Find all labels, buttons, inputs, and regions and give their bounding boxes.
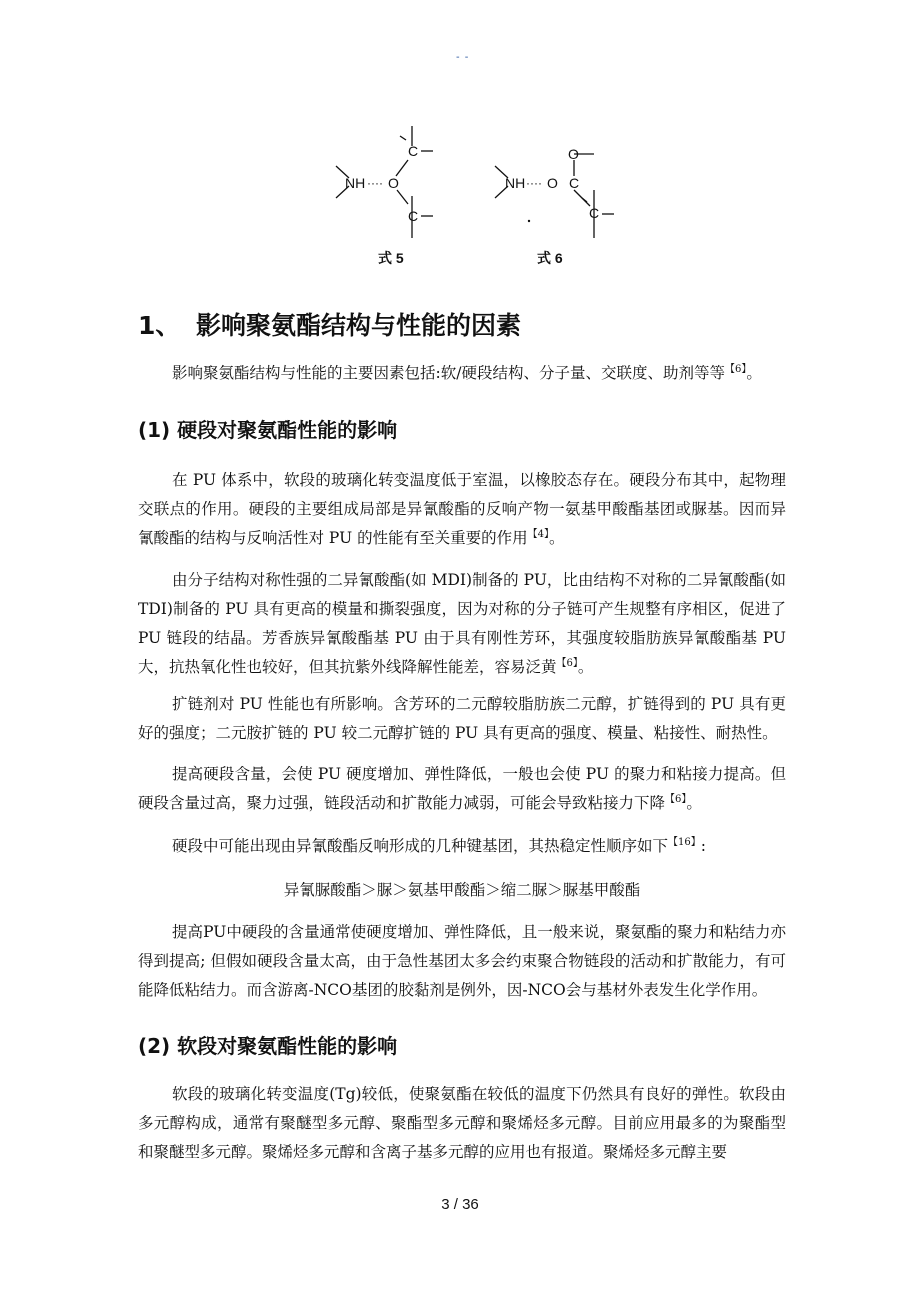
f6-caption: 式 6 [537,250,563,266]
citation: 【6】 [665,794,687,805]
f6-o-dot: O [547,175,558,191]
f5-o: O [388,175,399,191]
intro-paragraph: 影响聚氨酯结构与性能的主要因素包括:软/硬段结构、分子量、交联度、助剂等等$^{【6】}$。 [172,364,762,382]
f6-c-mid: C [569,175,580,191]
citation: 【6】 [724,364,747,375]
f5-nh: NH [345,175,366,191]
citation: 【16】 [668,837,701,848]
formula-6 [495,154,614,238]
subsection-heading-1: (1) 硬段对聚氨酯性能的影响 [138,418,398,442]
paragraph-1: 在 PU 体系中，软段的玻璃化转变温度低于室温，以橡胶态存在。硬段分布其中，起物理交联点的作用。硬段的主要组成局部是异氰酸酯的反响产物一氨基甲酸酯基团或脲基。因而异氰酸酯的结构与反响活性对 PU 的性能有至关重要的作用$^{【4】}$。 [138,471,786,547]
header-mark: - - [456,52,470,63]
f5-caption: 式 5 [378,250,404,266]
section-number: 1、 [138,311,181,340]
paragraph-6: 提高PU中硬段的含量通常使硬度增加、弹性降低，且一般来说，聚氨酯的聚力和粘结力亦得到提高; 但假如硬段含量太高，由于急性基团太多会约束聚合物链段的活动和扩散能力，有可能降低粘结力。而含游离-NCO基团的胶黏剂是例外，因-NCO会与基材外表发生化学作用。 [138,923,786,999]
f6-c-bottom: C [589,205,600,221]
paragraph-5: 硬段中可能出现由异氰酸酯反响形成的几种键基团，其热稳定性顺序如下$^{【16】}$: [172,837,706,855]
citation: 【4】 [527,529,549,540]
paragraph-2: 由分子结构对称性强的二异氰酸酯(如 MDI)制备的 PU，比由结构不对称的二异氰酸酯(如 TDI)制备的 PU 具有更高的模量和撕裂强度，因为对称的分子链可产生规整有序相区，促进了 PU 链段的结晶。芳香族异氰酸酯基 PU 由于具有刚性芳环，其强度较脂肪族异氰酸酯基 PU 大，抗热氧化性也较好，但其抗紫外线降解性能差，容易泛黄$^{【6】}$。 [138,571,786,676]
paragraph-3: 扩链剂对 PU 性能也有所影响。含芳环的二元醇较脂肪族二元醇，扩链得到的 PU 具有更好的强度；二元胺扩链的 PU 较二元醇扩链的 PU 具有更高的强度、模量、粘接性、耐热性。 [138,695,786,742]
section-title: 影响聚氨酯结构与性能的因素 [196,311,522,340]
paragraph-4: 提高硬段含量，会使 PU 硬度增加、弹性降低，一般也会使 PU 的聚力和粘接力提高。但硬段含量过高，聚力过强，链段活动和扩散能力减弱，可能会导致粘接力下降$^{【6】}$。 [138,765,786,812]
thermal-stability-order: 异氰脲酸酯＞脲＞氨基甲酸酯＞缩二脲＞脲基甲酸酯 [283,881,641,899]
paragraph-7: 软段的玻璃化转变温度(Tg)较低，使聚氨酯在较低的温度下仍然具有良好的弹性。软段由多元醇构成，通常有聚醚型多元醇、聚酯型多元醇和聚烯烃多元醇。目前应用最多的为聚酯型和聚醚型多元醇。聚烯烃多元醇和含离子基多元醇的应用也有报道。聚烯烃多元醇主要 [138,1085,786,1161]
f6-nh: NH [505,175,526,191]
f5-dots: ···· [367,176,383,190]
subsection-heading-2: (2) 软段对聚氨酯性能的影响 [138,1034,398,1058]
f6-o-top: O [568,146,579,162]
f5-c-top: C [408,143,419,159]
f6-dots: ···· [526,176,542,190]
f5-c-bottom: C [408,208,419,224]
section-heading [138,306,521,342]
citation: 【6】 [556,658,578,669]
page-number: 3 / 36 [441,1196,479,1213]
chemical-formula-figure [300,118,640,278]
